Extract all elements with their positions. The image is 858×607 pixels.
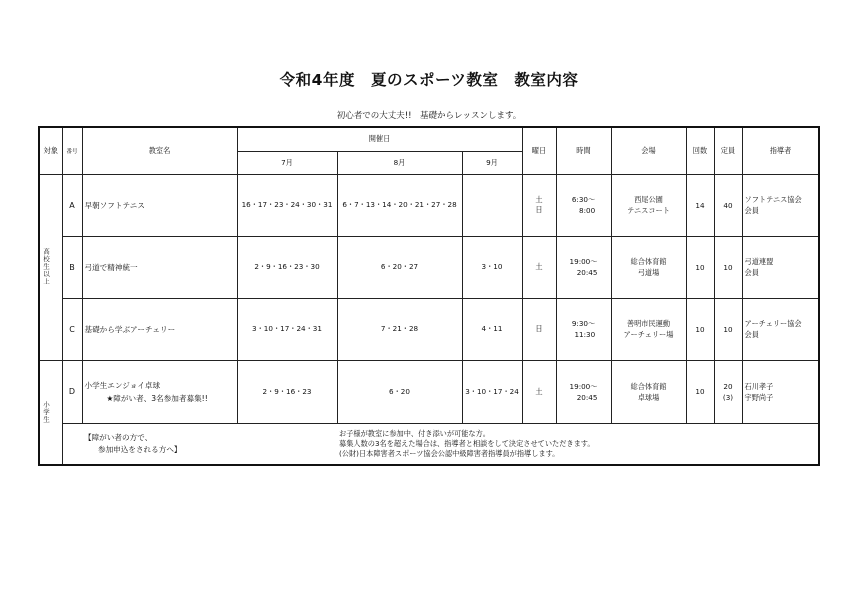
- weekday: 日: [522, 298, 556, 360]
- time: 19:00～ 20:45: [556, 360, 611, 423]
- header-time: 時間: [556, 127, 611, 174]
- venue: 西尾公園 テニスコート: [611, 174, 686, 236]
- instructor: 弓道連盟 会員: [742, 236, 819, 298]
- session-count: 14: [686, 174, 714, 236]
- capacity: 40: [714, 174, 742, 236]
- class-code: C: [62, 298, 82, 360]
- september-dates: 3・10・17・24: [462, 360, 522, 423]
- class-name: 基礎から学ぶアーチェリー: [82, 298, 237, 360]
- schedule-table: [38, 126, 820, 466]
- class-code: B: [62, 236, 82, 298]
- instructor: ソフトテニス協会 会員: [742, 174, 819, 236]
- header-class-name: 教室名: [82, 127, 237, 174]
- note-line: お子様が教室に参加中、付き添いが可能な方。: [339, 428, 490, 438]
- capacity: 10: [714, 298, 742, 360]
- venue: 総合体育館 弓道場: [611, 236, 686, 298]
- page-subtitle: 初心者での大丈夫!! 基礎からレッスンします。: [336, 111, 522, 121]
- page-title: 令和4年度 夏のスポーツ教室 教室内容: [279, 71, 579, 89]
- time: 6:30～ 8:00: [556, 174, 611, 236]
- class-name: 弓道で精神統一: [82, 236, 237, 298]
- header-july: 7月: [237, 151, 337, 174]
- august-dates: 6・20・27: [337, 236, 462, 298]
- note-line: 募集人数の3名を超えた場合は、指導者と相談をして決定させていただきます。: [339, 438, 595, 448]
- header-row: [39, 127, 819, 151]
- class-row-a: [39, 174, 819, 236]
- july-dates: 16・17・23・24・30・31: [237, 174, 337, 236]
- weekday: 土 日: [522, 174, 556, 236]
- september-dates: 4・11: [462, 298, 522, 360]
- class-code: D: [62, 360, 82, 423]
- august-dates: 6・20: [337, 360, 462, 423]
- class-name: 小学生エンジョイ卓球 ★障がい者、3名参加者募集!!: [82, 360, 237, 423]
- instructor: 石川孝子 宇野尚子: [742, 360, 819, 423]
- venue: 総合体育館 卓球場: [611, 360, 686, 423]
- july-dates: 2・9・16・23・30: [237, 236, 337, 298]
- header-venue: 会場: [611, 127, 686, 174]
- note-line: (公財)日本障害者スポーツ協会公認中級障害者指導員が指導します。: [339, 448, 560, 458]
- session-count: 10: [686, 298, 714, 360]
- note-text: [337, 423, 819, 465]
- class-row-d: [39, 360, 819, 423]
- session-count: 10: [686, 236, 714, 298]
- note-spacer: [62, 423, 82, 465]
- header-august: 8月: [337, 151, 462, 174]
- august-dates: 6・7・13・14・20・21・27・28: [337, 174, 462, 236]
- class-row-b: [39, 236, 819, 298]
- weekday: 土: [522, 236, 556, 298]
- july-dates: 2・9・16・23: [237, 360, 337, 423]
- header-capacity: 定員: [714, 127, 742, 174]
- september-dates: [462, 174, 522, 236]
- time: 19:00～ 20:45: [556, 236, 611, 298]
- group-label-high-school: 高校生以上: [39, 174, 62, 360]
- time: 9:30～ 11:30: [556, 298, 611, 360]
- class-row-c: [39, 298, 819, 360]
- header-number: 番号: [62, 127, 82, 174]
- instructor: アーチェリー協会 会員: [742, 298, 819, 360]
- note-row: [39, 423, 819, 465]
- header-count: 回数: [686, 127, 714, 174]
- july-dates: 3・10・17・24・31: [237, 298, 337, 360]
- header-weekday: 曜日: [522, 127, 556, 174]
- header-dates: 開催日: [237, 127, 522, 151]
- class-code: A: [62, 174, 82, 236]
- session-count: 10: [686, 360, 714, 423]
- weekday: 土: [522, 360, 556, 423]
- august-dates: 7・21・28: [337, 298, 462, 360]
- group-label-elementary: 小学生: [39, 360, 62, 465]
- header-september: 9月: [462, 151, 522, 174]
- september-dates: 3・10: [462, 236, 522, 298]
- header-instructor: 指導者: [742, 127, 819, 174]
- capacity: 20 (3): [714, 360, 742, 423]
- note-label: 【障がい者の方で、 参加申込をされる方へ】: [82, 423, 337, 465]
- header-target: 対象: [39, 127, 62, 174]
- capacity: 10: [714, 236, 742, 298]
- venue: 善明市民運動 アーチェリー場: [611, 298, 686, 360]
- class-name: 早朝ソフトテニス: [82, 174, 237, 236]
- class-name-note: ★障がい者、3名参加者募集!!: [106, 393, 208, 403]
